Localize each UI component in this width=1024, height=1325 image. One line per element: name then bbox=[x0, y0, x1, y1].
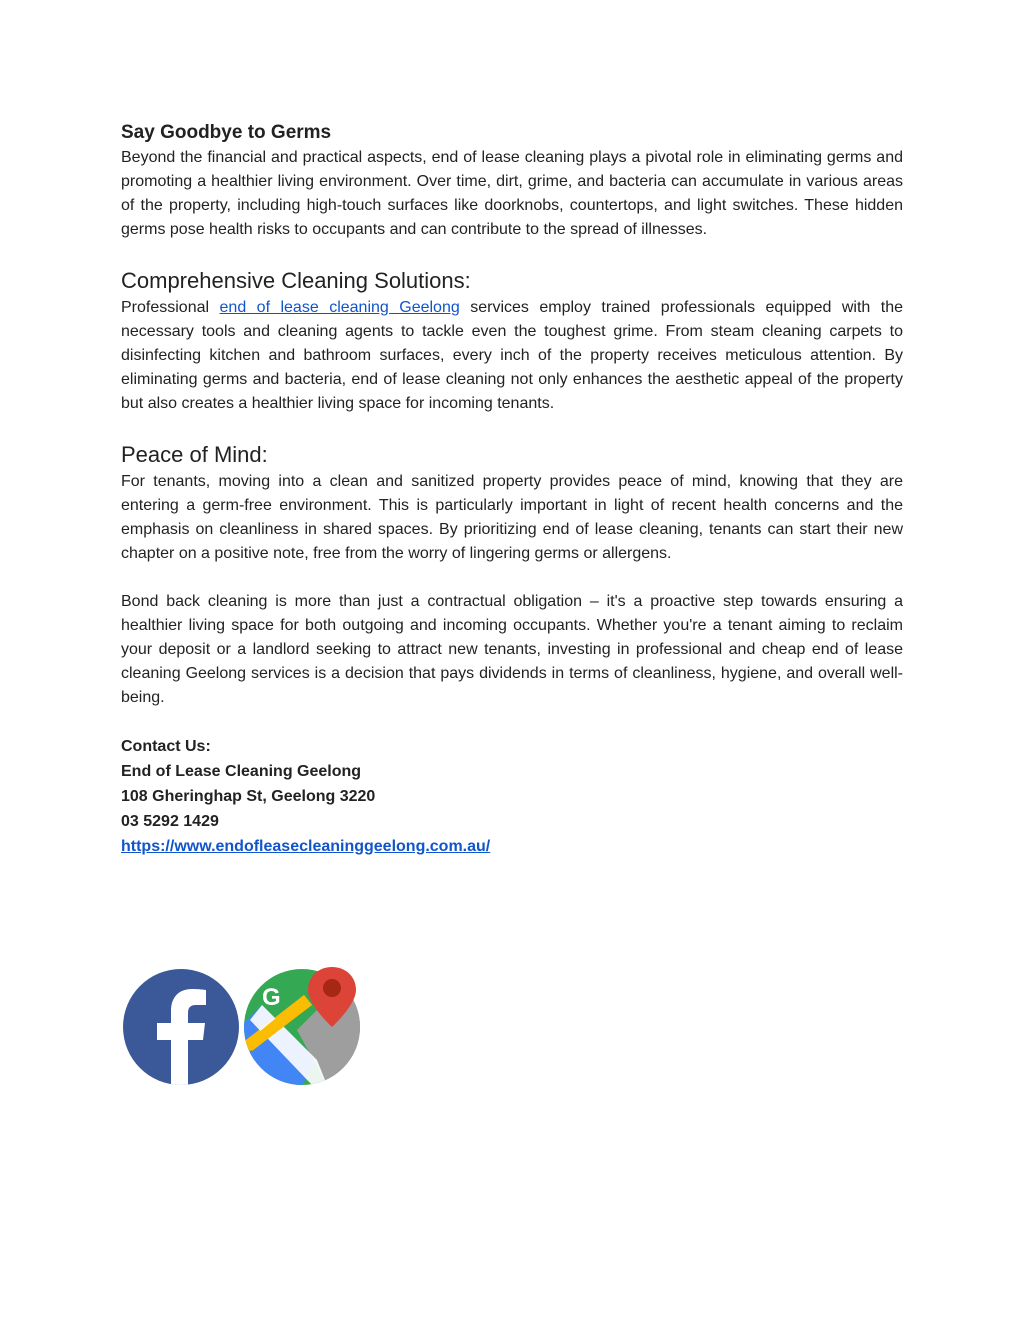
svg-text:G: G bbox=[262, 984, 281, 1011]
section-body-peace: For tenants, moving into a clean and sanitized property provides peace of mind, knowing that they are entering a germ-free environment. This is particularly important in light of recent health concerns and the emphasis on cleanliness in shared spaces. By prioritizing end of lease cleaning, tenants can start their new chapter on a positive note, free from the worry of lingering germs or allergens. bbox=[121, 473, 903, 562]
closing-paragraph: Bond back cleaning is more than just a contractual obligation – it's a proactive step towards ensuring a healthier living space for both outgoing and incoming occupants. Whether you're a tenant aiming to reclaim your deposit or a landlord seeking to attract new tenants, investing in professional and cheap end of lease cleaning Geelong services is a decision that pays dividends in terms of cleanliness, hygiene, and overall well-being. bbox=[121, 593, 903, 706]
contact-business-name: End of Lease Cleaning Geelong bbox=[121, 763, 362, 780]
section-body-solutions bbox=[121, 296, 903, 416]
solutions-text-start: Professional bbox=[121, 299, 220, 316]
section-body-germs: Beyond the financial and practical aspects, end of lease cleaning plays a pivotal role in eliminating germs and promoting a healthier living environment. Over time, dirt, grime, and bacteria can accumulate in various areas of the property, including high-touch surfaces like doorknobs, countertops, and light switches. These hidden germs pose health risks to occupants and can contribute to the spread of illnesses. bbox=[121, 149, 903, 238]
section-heading-peace: Peace of Mind: bbox=[121, 442, 268, 467]
solutions-text-end: services employ trained professionals equipped with the necessary tools and cleaning agents to tackle even the toughest grime. From steam cleaning carpets to disinfecting kitchen and bathroom surfaces, every inch of the property receives meticulous attention. By eliminating germs and bacteria, end of lease cleaning not only enhances the aesthetic appeal of the property but also creates a healthier living space for incoming tenants. bbox=[121, 299, 904, 412]
document-page bbox=[121, 120, 903, 859]
facebook-icon[interactable] bbox=[122, 968, 240, 1086]
google-maps-icon[interactable] bbox=[242, 965, 362, 1085]
contact-phone: 03 5292 1429 bbox=[121, 813, 219, 830]
contact-label: Contact Us: bbox=[121, 738, 211, 755]
section-heading-germs: Say Goodbye to Germs bbox=[121, 122, 332, 143]
social-icons bbox=[122, 965, 362, 1085]
contact-address: 108 Gheringhap St, Geelong 3220 bbox=[121, 788, 376, 805]
contact-block bbox=[121, 734, 903, 859]
section-heading-solutions: Comprehensive Cleaning Solutions: bbox=[121, 268, 471, 293]
website-link[interactable]: https://www.endofleasecleaninggeelong.com.au/ bbox=[121, 838, 491, 855]
service-link[interactable]: end of lease cleaning Geelong bbox=[219, 299, 460, 316]
